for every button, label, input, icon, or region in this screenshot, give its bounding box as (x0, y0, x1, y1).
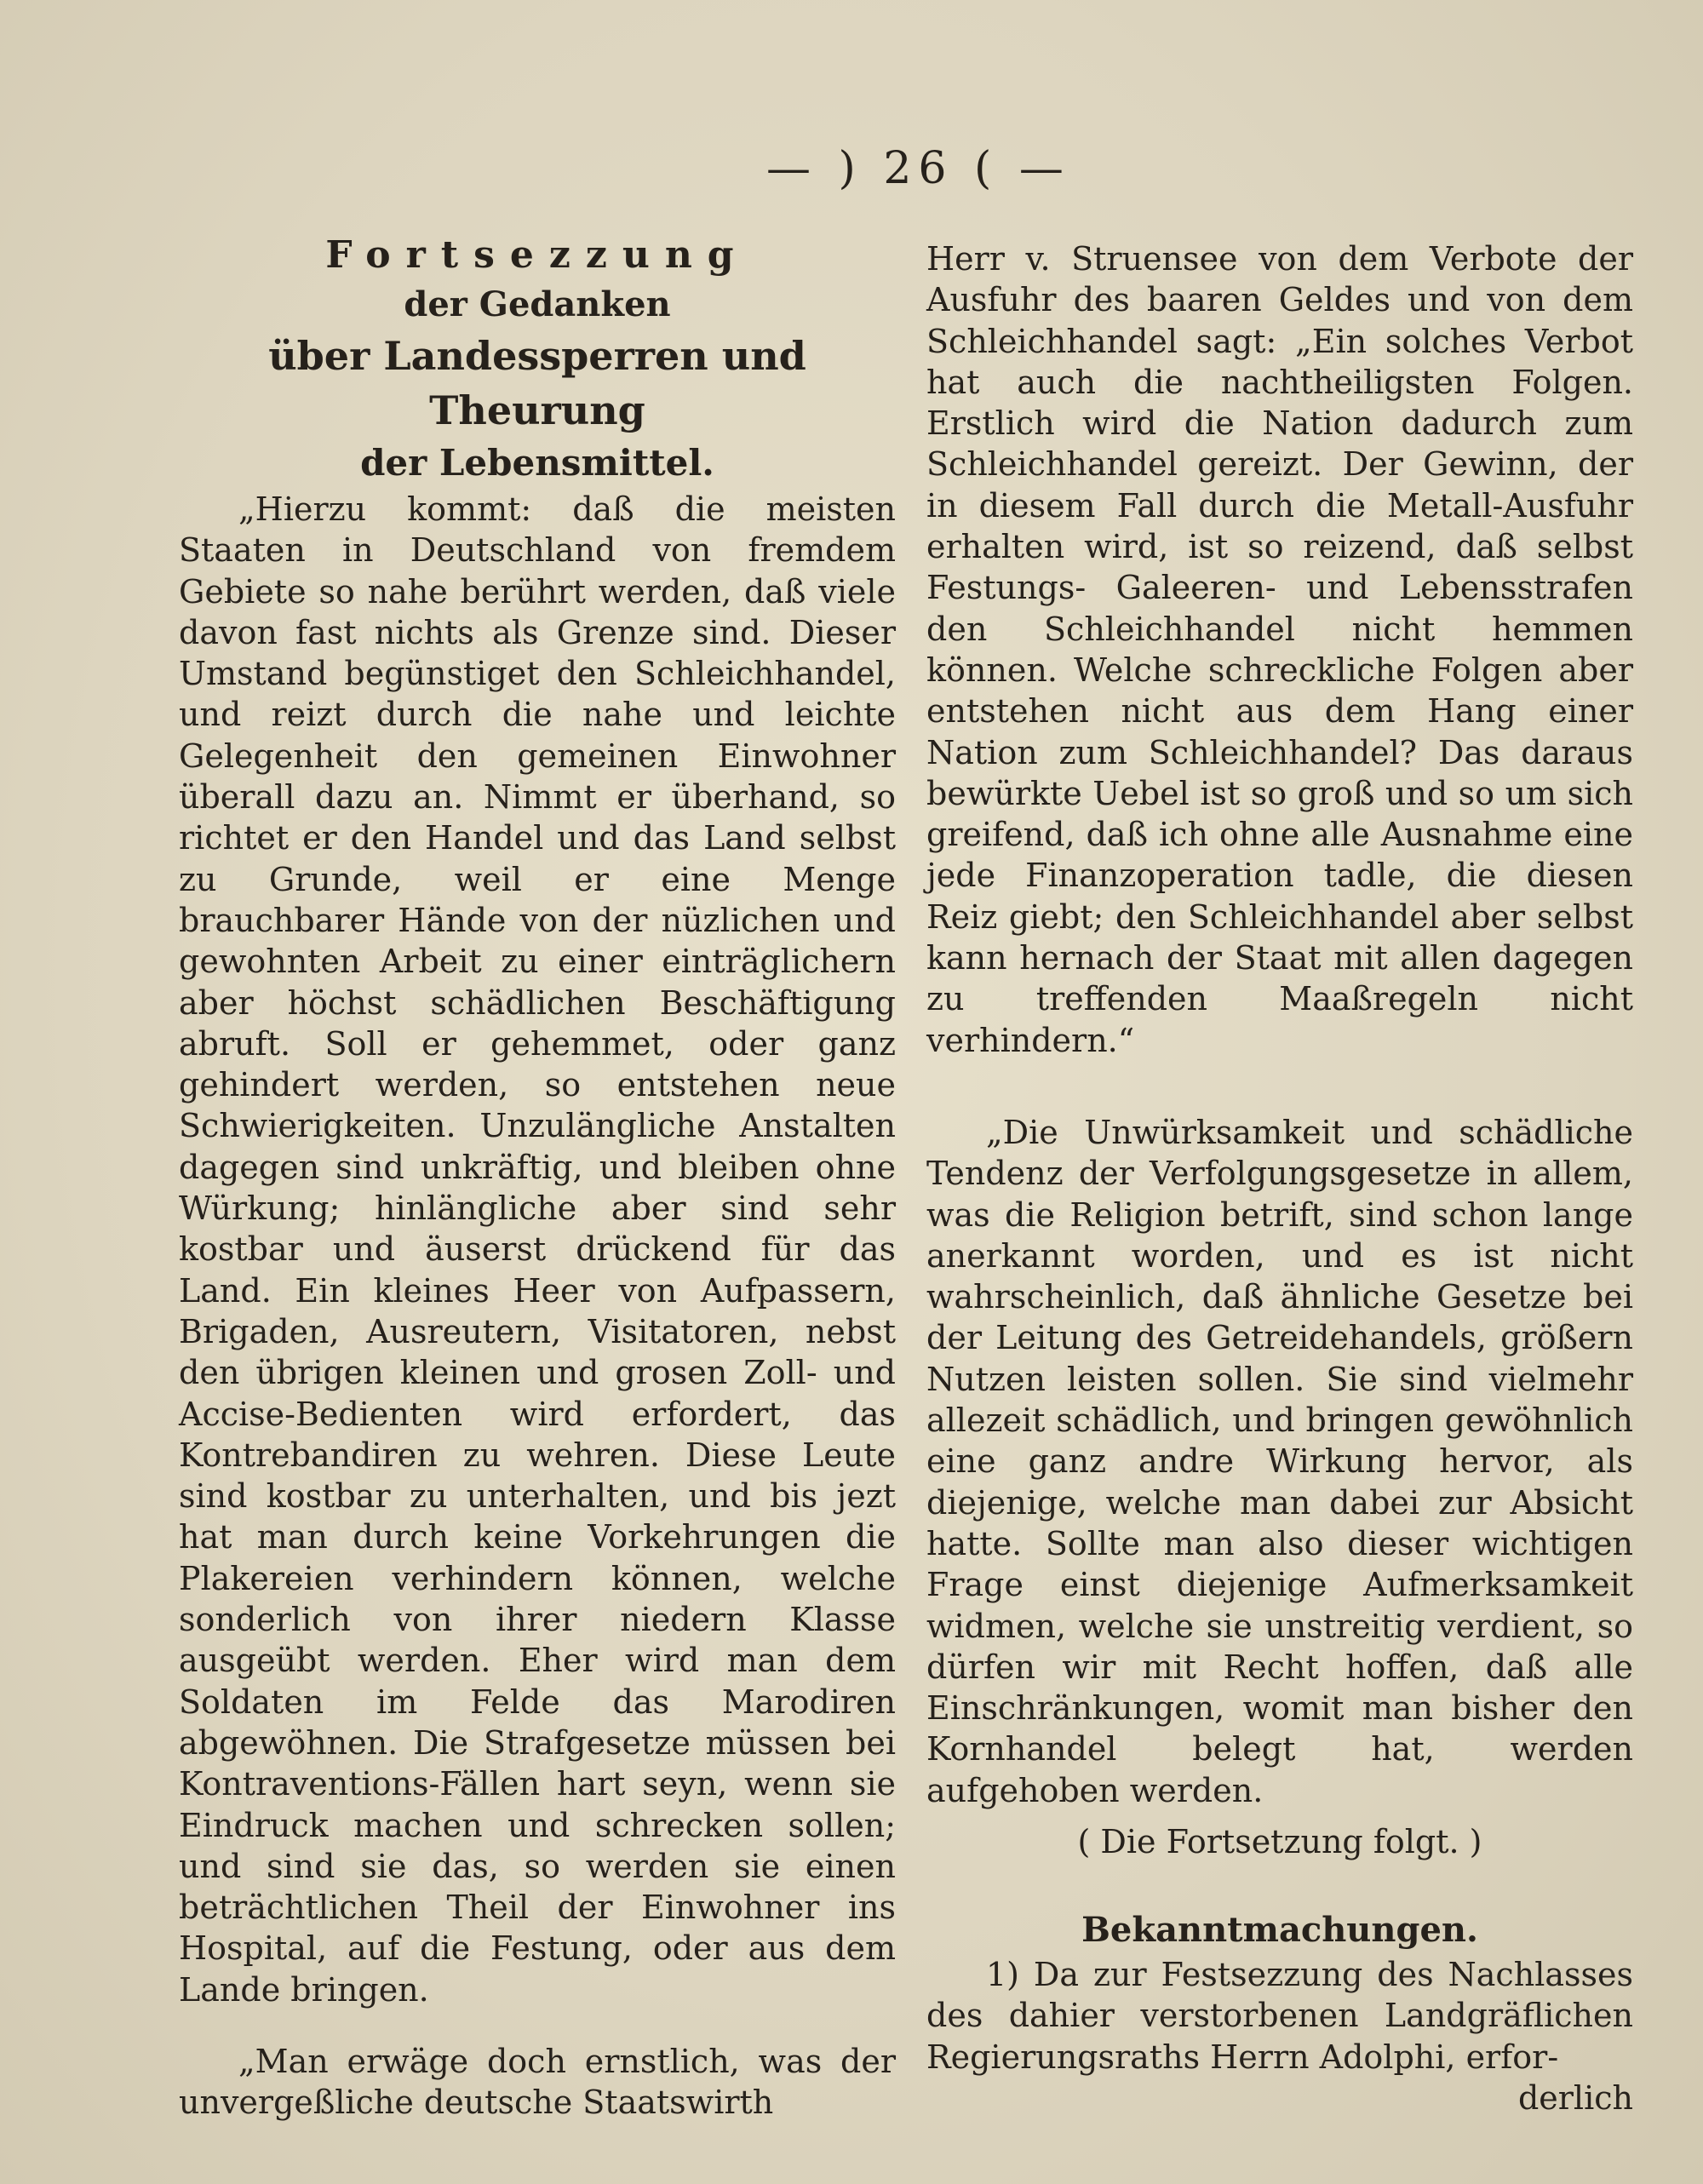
left-paragraph-1: „Hierzu kommt: daß die meisten Staaten in Deutschland von fremdem Gebiete so nahe berührt werden, daß viele davon fast nichts als Grenze sind. Dieser Umstand begünstiget den Schleichhandel, und reizt durch die nahe und leichte Gelegenheit den gemeinen Einwohner überall dazu an. Nimmt er überhand, so richtet er den Handel und das Land selbst zu Grunde, weil er eine Menge brauchbarer Hände von der nüzlichen und gewohnten Arbeit zu einer einträglichern aber höchst schädlichen Beschäftigung abruft. Soll er gehemmet, oder ganz gehindert werden, so entstehen neue Schwierigkeiten. Unzulängliche Anstalten dagegen sind unkräftig, und bleiben ohne Würkung; hinlängliche aber sind sehr kostbar und äuserst drückend für das Land. Ein kleines Heer von Aufpassern, Brigaden, Ausreutern, Visitatoren, nebst den übrigen kleinen und grosen Zoll- und Accise-Bedienten wird erfordert, das Kontrebandiren zu wehren. Diese Leute sind kostbar zu unterhalten, und bis jezt hat man durch keine Vorkehrungen die Plakereien verhindern können, welche sonderlich von ihrer niedern Klasse ausgeübt werden. Eher wird man dem Soldaten im Felde das Marodiren abgewöhnen. Die Strafgesetze müssen bei Kontraventions-Fällen hart seyn, wenn sie Eindruck machen und schrecken sollen; und sind sie das, so werden sie einen beträchtlichen Theil der Einwohner ins Hospital, auf die Festung, oder aus dem Lande bringen. (179, 490, 896, 2009)
article-title-line-3: über Landessperren und Theurung (268, 333, 806, 433)
article-title-line-4: der Lebensmittel. (360, 442, 714, 484)
paragraph-spacer (926, 1061, 1633, 1112)
right-paragraph-1: Herr v. Struensee von dem Verbote der Ausfuhr des baaren Geldes und von dem Schleichhandel sagt: „Ein solches Verbot hat auch die nachtheiligsten Folgen. Erstlich wird die Nation dadurch zum Schleichhandel gereizt. Der Gewinn, der in diesem Fall durch die Metall-Ausfuhr erhalten wird, ist so reizend, daß selbst Festungs- Galeeren- und Lebensstrafen den Schleichhandel nicht hemmen können. Welche schreckliche Folgen aber entstehen nicht aus dem Hang einer Nation zum Schleichhandel? Das daraus bewürkte Uebel ist so groß und so um sich greifend, daß ich ohne alle Ausnahme eine jede Finanzoperation tadle, die diesen Reiz giebt; den Schleichhandel aber selbst kann hernach der Staat mit allen dagegen zu treffenden Maaßregeln nicht verhindern.“ (926, 240, 1633, 1059)
announcement-1: 1) Da zur Festsezzung des Nachlasses des dahier verstorbenen Landgräflichen Regierungsraths Herrn Adolphi, erfor- (926, 1955, 1633, 2076)
page-number: — ) 26 ( — (766, 143, 1070, 194)
right-paragraph-2: „Die Unwürksamkeit und schädliche Tendenz der Verfolgungsgesetze in allem, was die Religion betrift, sind schon lange anerkannt worden, und es ist nicht wahrscheinlich, daß ähnliche Gesetze bei der Leitung des Getreidehandels, größern Nutzen leisten sollen. Sie sind vielmehr allezeit schädlich, und bringen gewöhnlich eine ganz andre Wirkung hervor, als diejenige, welche man dabei zur Absicht hatte. Sollte man also dieser wichtigen Frage einst diejenige Aufmerksamkeit widmen, welche sie unstreitig verdient, so dürfen wir mit Recht hoffen, daß alle Einschränkungen, womit man bisher den Kornhandel belegt hat, werden aufgehoben werden. (926, 1113, 1633, 1809)
paragraph-spacer (179, 2010, 896, 2041)
catchword: derlich (1517, 2078, 1633, 2117)
left-paragraph-2: „Man erwäge doch ernstlich, was der unvergeßliche deutsche Staatswirth (179, 2042, 896, 2122)
left-column (179, 230, 896, 2124)
continuation-note: ( Die Fortsetzung folgt. ) (1077, 1822, 1482, 1860)
right-column (926, 238, 1633, 2118)
article-title-line-1: Fortsezzung (325, 233, 749, 277)
article-title-line-2: der Gedanken (404, 284, 671, 324)
announcements-heading: Bekanntmachungen. (1081, 1909, 1478, 1950)
